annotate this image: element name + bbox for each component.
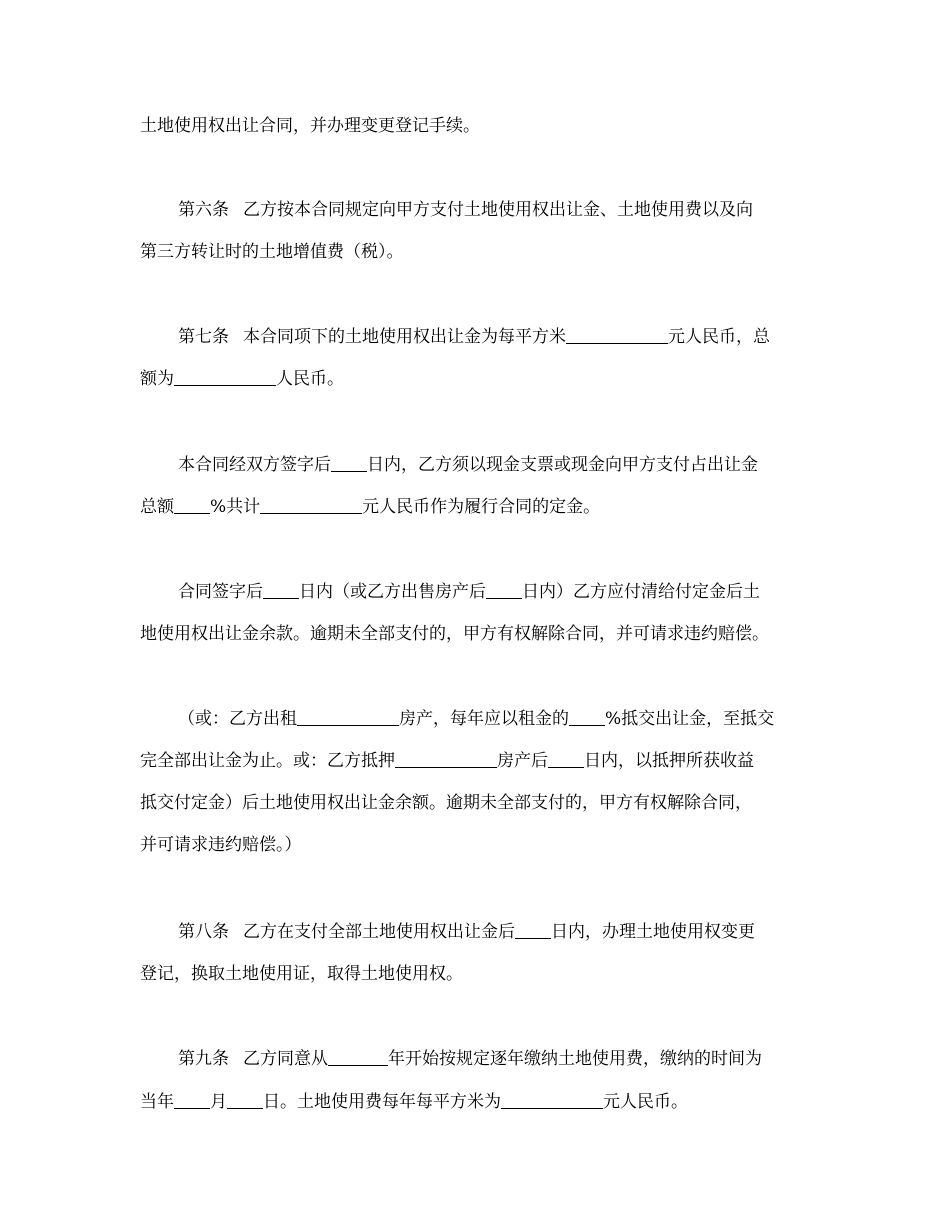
line-text: 日内，办理土地使用权变更 bbox=[551, 922, 755, 942]
line-text: 日内，以抵押所获收益 bbox=[584, 751, 754, 771]
line-text: 地使用权出让金余款。逾期未全部支付的，甲方有权解除合同，并可请求违约赔偿。 bbox=[140, 624, 769, 644]
line-text: 乙方在支付全部土地使用权出让金后 bbox=[243, 922, 515, 942]
fill-blank[interactable] bbox=[174, 496, 210, 514]
fill-blank[interactable] bbox=[566, 326, 668, 344]
fill-blank[interactable] bbox=[297, 708, 399, 726]
line-text: 日内，乙方须以现金支票或现金向甲方支付占出让金 bbox=[367, 455, 758, 475]
line-text: 乙方同意从 bbox=[243, 1049, 328, 1069]
fill-blank[interactable] bbox=[263, 581, 299, 599]
line-text: 年开始按规定逐年缴纳土地使用费，缴纳的时间为 bbox=[388, 1049, 762, 1069]
article-8-line-1 bbox=[178, 920, 755, 944]
line-text: 月 bbox=[210, 1092, 227, 1112]
fill-blank[interactable] bbox=[515, 921, 551, 939]
fill-blank[interactable] bbox=[395, 750, 497, 768]
deposit-line-1 bbox=[178, 453, 758, 477]
line-text: 总额 bbox=[140, 497, 174, 517]
fill-blank[interactable] bbox=[328, 1048, 388, 1066]
fill-blank[interactable] bbox=[227, 1091, 263, 1109]
line-text: 日内）乙方应付清给付定金后土 bbox=[522, 582, 760, 602]
fill-blank[interactable] bbox=[569, 708, 605, 726]
article-label: 第九条 bbox=[178, 1049, 229, 1069]
article-6-line-2 bbox=[140, 240, 404, 264]
line-text: 第三方转让时的土地增值费（税）。 bbox=[140, 242, 404, 262]
alternative-line-1 bbox=[178, 707, 774, 731]
article-7-line-1 bbox=[178, 325, 770, 349]
line-text: 元人民币作为履行合同的定金。 bbox=[362, 497, 601, 517]
fill-blank[interactable] bbox=[174, 1091, 210, 1109]
line-text: 房产后 bbox=[497, 751, 548, 771]
article-9-line-2 bbox=[140, 1090, 688, 1114]
balance-line-1 bbox=[178, 580, 760, 604]
line-text: 房产，每年应以租金的 bbox=[399, 709, 569, 729]
balance-line-2 bbox=[140, 622, 769, 646]
line-text: 登记，换取土地使用证，取得土地使用权。 bbox=[140, 964, 463, 984]
alternative-line-3 bbox=[140, 791, 752, 815]
line-text: 人民币。 bbox=[276, 369, 344, 389]
fill-blank[interactable] bbox=[260, 496, 362, 514]
line-text: 本合同项下的土地使用权出让金为每平方米 bbox=[243, 327, 566, 347]
line-text: 本合同经双方签字后 bbox=[178, 455, 331, 475]
line-text: 日内（或乙方出售房产后 bbox=[299, 582, 486, 602]
deposit-line-2 bbox=[140, 495, 600, 519]
alternative-line-2 bbox=[140, 749, 754, 773]
fill-blank[interactable] bbox=[331, 454, 367, 472]
article-label: 第七条 bbox=[178, 327, 229, 347]
line-text: 完全部出让金为止。或：乙方抵押 bbox=[140, 751, 395, 771]
alternative-line-4 bbox=[140, 833, 302, 857]
article-label: 第六条 bbox=[178, 200, 229, 220]
text-line bbox=[140, 114, 480, 138]
fill-blank[interactable] bbox=[174, 368, 276, 386]
line-text: 抵交付定金）后土地使用权出让金余额。逾期未全部支付的，甲方有权解除合同， bbox=[140, 793, 752, 813]
line-text: 乙方按本合同规定向甲方支付土地使用权出让金、土地使用费以及向 bbox=[243, 200, 753, 220]
line-text: 并可请求违约赔偿。） bbox=[140, 835, 302, 855]
article-label: 第八条 bbox=[178, 922, 229, 942]
line-text: （或：乙方出租 bbox=[178, 709, 297, 729]
article-7-line-2 bbox=[140, 367, 344, 391]
line-text: 额为 bbox=[140, 369, 174, 389]
fill-blank[interactable] bbox=[501, 1091, 603, 1109]
fill-blank[interactable] bbox=[486, 581, 522, 599]
line-text: %抵交出让金，至抵交 bbox=[605, 709, 775, 729]
line-text: 合同签字后 bbox=[178, 582, 263, 602]
line-text: 当年 bbox=[140, 1092, 174, 1112]
line-text: 元人民币，总 bbox=[668, 327, 770, 347]
line-text: 土地使用权出让合同，并办理变更登记手续。 bbox=[140, 116, 480, 136]
article-9-line-1 bbox=[178, 1047, 762, 1071]
fill-blank[interactable] bbox=[548, 750, 584, 768]
line-text: 元人民币。 bbox=[603, 1092, 688, 1112]
line-text: %共计 bbox=[210, 497, 261, 517]
article-8-line-2 bbox=[140, 962, 463, 986]
line-text: 日。土地使用费每年每平方米为 bbox=[263, 1092, 501, 1112]
article-6-line-1 bbox=[178, 198, 753, 222]
